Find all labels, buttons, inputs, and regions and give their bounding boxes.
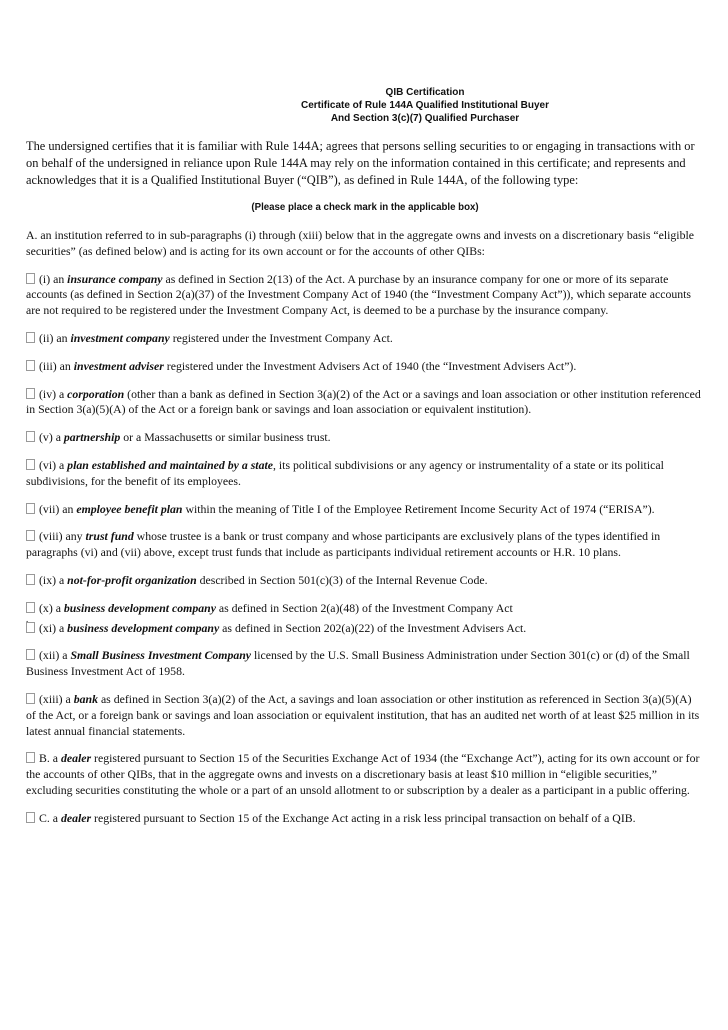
option-text: described in Section 501(c)(3) of the Internal Revenue Code. [196,572,488,587]
qib-option-xii [26,648,704,680]
qib-option-iv [26,387,704,419]
option-prefix: (iv) a [39,386,68,401]
option-text: as defined in Section 2(a)(48) of the Investment Company Act [215,600,513,615]
option-prefix: (ix) a [39,572,68,587]
checkbox-ix[interactable] [26,574,35,585]
qib-option-c [26,811,704,827]
checkbox-iv[interactable] [26,388,35,399]
checkbox-viii[interactable] [26,530,35,541]
qib-option-vi [26,458,704,490]
certification-title: QIB Certification [385,87,465,98]
checkbox-v[interactable] [26,431,35,442]
qib-option-ii [26,331,704,347]
option-keyword: not-for-profit organization [67,572,197,587]
option-prefix: (v) a [39,430,64,445]
option-text: as defined in Section 2(13) of the Act. A purchase by an insurance company for one or more of its separate accounts (as defined in Section 2(a)(37) of the Investment Company Act of 1940 (the “Investment Company Act”)), which separate accounts are not required to be registered under the Investment Company Act, is deemed to be a purchase by the insurance company. [26,271,692,318]
checkbox-c[interactable] [26,812,35,823]
stray-period: . [26,613,29,624]
option-prefix: (xii) a [39,648,71,663]
option-prefix: (x) a [39,600,64,615]
certificate-subtitle: Certificate of Rule 144A Qualified Institutional Buyer [300,100,549,111]
checkbox-instruction: (Please place a check mark in the applicable box) [251,202,479,213]
checkbox-x[interactable] [26,602,35,613]
option-text: registered under the Investment Advisers Act of 1940 (the “Investment Advisers Act”). [163,358,577,373]
option-text: registered under the Investment Company Act. [169,330,393,345]
qib-option-xi [26,621,704,637]
option-keyword: business development company [67,620,220,635]
option-text: within the meaning of Title I of the Employee Retirement Income Security Act of 1974 (“ERISA”). [182,501,655,516]
option-prefix: B. a [39,751,61,766]
option-text: whose trustee is a bank or trust company and whose participants are exclusively plans of the types identified in paragraphs (vi) and (vii) above, except trust funds that include as participants individual retirement accounts or H.R. 10 plans. [26,529,661,560]
option-prefix: (xi) a [39,620,68,635]
option-keyword: insurance company [67,271,163,286]
option-keyword: bank [73,691,98,706]
option-keyword: employee benefit plan [76,501,183,516]
section-subtitle: And Section 3(c)(7) Qualified Purchaser [330,113,520,124]
option-keyword: dealer [60,751,92,766]
option-keyword: corporation [67,386,125,401]
qib-option-v [26,430,704,446]
option-prefix: (vii) an [39,501,77,516]
option-prefix: (vi) a [39,457,68,472]
option-keyword: investment adviser [73,358,164,373]
intro-paragraph: The undersigned certifies that it is familiar with Rule 144A; agrees that persons selling securities to or engaging in transactions with or on behalf of the undersigned in reliance upon Rule 144A may rely on the information contained in this certificate; and represents and acknowledges that it is a Qualified Institutional Buyer (“QIB”), as defined in Rule 144A, of the following type: [26,139,695,187]
qib-option-vii [26,502,704,518]
option-text: as defined in Section 3(a)(2) of the Act, a savings and loan association or other institution as referenced in Section 3(a)(5)(A) of the Act, or a foreign bank or savings and loan association or equivalent institution, that has an audited net worth of at least $25 million in its latest annual financial statements. [26,691,700,738]
checkbox-b[interactable] [26,752,35,763]
option-keyword: trust fund [85,529,134,544]
option-keyword: partnership [63,430,121,445]
option-text: licensed by the U.S. Small Business Administration under Section 301(c) or (d) of the Small Business Investment Act of 1958. [26,648,690,679]
qib-option-i [26,272,704,319]
checkbox-i[interactable] [26,273,35,284]
option-keyword: business development company [63,600,216,615]
document-header [146,86,704,125]
section-a-paragraph: A. an institution referred to in sub-paragraphs (i) through (xiii) below that in the aggregate owns and invests on a discretionary basis “eligible securities” (as defined below) and is acting for its own account or for the accounts of other QIBs: [26,228,694,258]
option-keyword: Small Business Investment Company [70,648,252,663]
qib-option-xiii [26,692,704,739]
option-keyword: plan established and maintained by a state [67,457,273,472]
option-keyword: investment company [70,330,170,345]
checkbox-iii[interactable] [26,360,35,371]
option-prefix: (iii) an [39,358,74,373]
option-text: registered pursuant to Section 15 of the Exchange Act acting in a risk less principal transaction on behalf of a QIB. [91,810,636,825]
checkbox-xii[interactable] [26,649,35,660]
option-keyword: dealer [60,810,92,825]
option-text: (other than a bank as defined in Section 3(a)(2) of the Act or a savings and loan association or other institution referenced in Section 3(a)(5)(A) of the Act or a foreign bank or savings and loan association or equivalent institution). [26,386,701,417]
qib-option-iii [26,359,704,375]
qib-option-b [26,751,704,798]
option-prefix: (i) an [39,271,68,286]
checkbox-ii[interactable] [26,332,35,343]
option-prefix: (ii) an [39,330,71,345]
checkbox-xiii[interactable] [26,693,35,704]
qib-option-x [26,601,704,617]
qib-option-viii [26,529,704,561]
checkbox-xi[interactable] [26,622,35,633]
checkbox-vii[interactable] [26,503,35,514]
option-text: as defined in Section 202(a)(22) of the Investment Advisers Act. [219,620,527,635]
option-prefix: C. a [39,810,61,825]
option-text: , its political subdivisions or any agency or instrumentality of a state or its political subdivisions, for the benefit of its employees. [26,457,664,488]
option-prefix: (viii) any [39,529,86,544]
option-prefix: (xiii) a [39,691,74,706]
option-text: or a Massachusetts or similar business trust. [120,430,331,445]
checkbox-vi[interactable] [26,459,35,470]
qib-option-ix [26,573,704,589]
option-text: registered pursuant to Section 15 of the Securities Exchange Act of 1934 (the “Exchange Act”), acting for its own account or for the accounts of other QIBs, that in the aggregate owns and invests on a discretionary basis at least $10 million in “eligible securities,” excluding securities constituting the whole or a part of an unsold allotment to or subscription by a dealer as a participant in a public offering. [26,751,700,797]
